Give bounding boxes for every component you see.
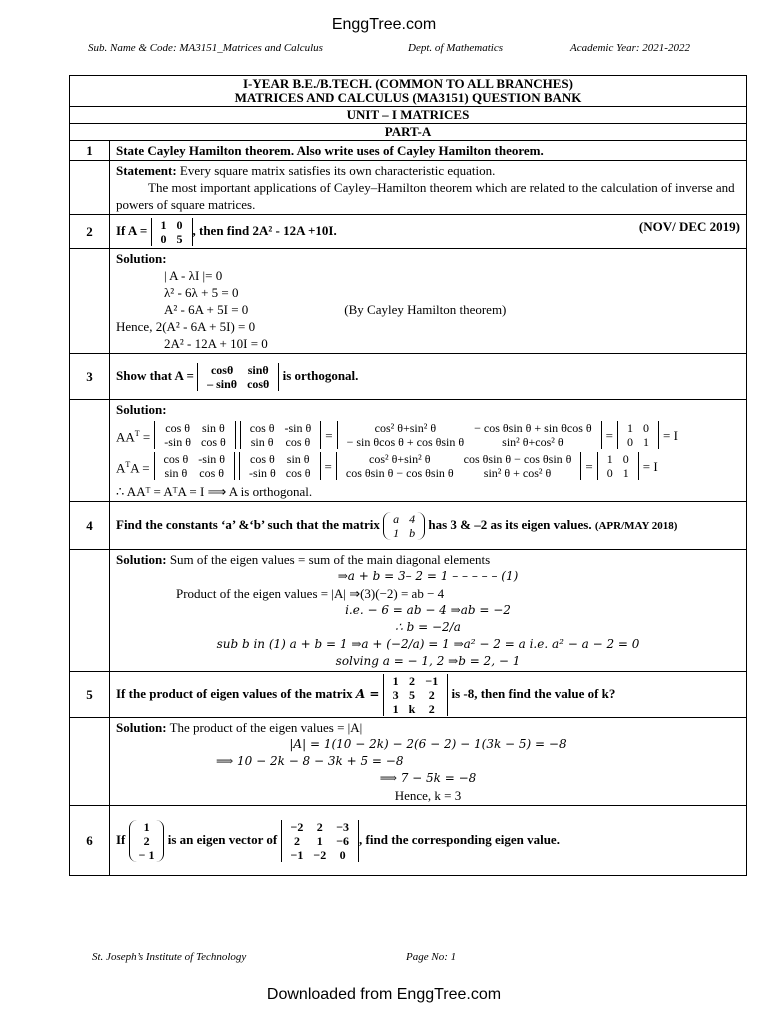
q4-sol-text: Sum of the eigen values = sum of the main diagonal elements: [166, 552, 491, 567]
matrix-cell: 0: [176, 217, 183, 232]
q3-prefix: Show that A =: [116, 367, 194, 383]
q1-question: State Cayley Hamilton theorem. Also write uses of Cayley Hamilton theorem.: [110, 141, 747, 161]
matrix-cell: cos θsin θ − cos θsin θ: [345, 466, 454, 480]
q3-r2-identity: [597, 452, 639, 480]
matrix-grid: [156, 218, 188, 246]
matrix-grid: [244, 452, 316, 480]
q5-sol-text: The product of the eigen values = |A|: [166, 720, 363, 735]
matrix-cell: cos θ: [165, 421, 191, 435]
matrix-cell: 1: [316, 833, 323, 848]
matrix-grid: [245, 421, 317, 449]
matrix-cell: cos θsin θ − cos θsin θ: [463, 452, 572, 466]
matrix-cell: -sin θ: [284, 421, 312, 435]
q2-tag: (NOV/ DEC 2019): [638, 218, 740, 234]
q4-solution-head: [116, 551, 740, 568]
heading-line-1: I-YEAR B.E./B.TECH. (COMMON TO ALL BRANCHES): [243, 76, 573, 91]
q6-mid: is an eigen vector of: [167, 831, 278, 847]
q5-solution-label: Solution:: [116, 720, 167, 735]
q6-matrix: [281, 820, 360, 862]
matrix-cell: 2: [428, 701, 435, 716]
unit-title: UNIT – I MATRICES: [70, 107, 747, 124]
q5-suffix: is -8, then find the value of k?: [451, 685, 616, 701]
download-note: Downloaded from EnggTree.com: [266, 986, 502, 1003]
matrix-cell: 5: [176, 231, 183, 246]
q5-prefix: If the product of eigen values of the matrix: [116, 685, 353, 701]
q3-matrix: [197, 363, 279, 391]
matrix-cell: cos² θ+sin² θ: [374, 421, 437, 435]
q4-number: 4: [70, 502, 110, 550]
matrix-cell: sin θ: [164, 466, 188, 480]
matrix-cell: cos θ: [249, 421, 275, 435]
q2-final: 2A² - 12A + 10I = 0: [164, 336, 268, 351]
matrix-grid: [159, 421, 231, 449]
q1-applications: The most important applications of Cayley–Hamilton theorem which are related to the calculation of inverse and powers of square matrices.: [116, 180, 735, 212]
q3-r1-identity: [617, 421, 659, 449]
q1-statement: Every square matrix satisfies its own characteristic equation.: [176, 163, 496, 178]
matrix-cell: 2: [143, 833, 150, 848]
matrix-cell: − 1: [138, 847, 155, 862]
q4-line-4: ∴ b = −2/a: [395, 620, 461, 634]
q3-r1-matrix-3: [337, 421, 602, 449]
matrix-cell: −6: [336, 833, 350, 848]
matrix-cell: sin θ: [250, 435, 274, 449]
q5-line-3: ⟹ 7 − 5k = −8: [379, 771, 477, 785]
matrix-cell: cos θ: [285, 466, 311, 480]
q5-line-1: |A| = 1(10 − 2k) − 2(6 − 2) − 1(3k − 5) = −8: [289, 737, 567, 751]
q3-r2-eq-i: = I: [642, 458, 658, 474]
q3-r2-matrix-3: [336, 452, 582, 480]
q4-line-5: sub b in (1) a + b = 1 ⇒a + (−2/a) = 1 ⇒a² − 2 = a i.e. a² − a − 2 = 0: [216, 637, 640, 651]
matrix-cell: 1: [392, 673, 399, 688]
heading-line-2: MATRICES AND CALCULUS (MA3151) QUESTION BANK: [234, 90, 582, 105]
matrix-cell: 0: [339, 847, 346, 862]
q3-r1-lhs-text: $AA^T$ =: [116, 428, 151, 445]
q3-solution: [110, 400, 747, 502]
q2-line-3: A² - 6A + 5I = 0: [164, 302, 249, 317]
q2-line-1: | A - λI |= 0: [164, 268, 223, 283]
matrix-cell: 2: [428, 687, 435, 702]
q2-hence: Hence, 2(A² - 6A + 5I) = 0: [116, 319, 256, 334]
question-bank-table: [69, 75, 747, 876]
matrix-cell: -sin θ: [249, 466, 276, 480]
matrix-grid: [202, 363, 274, 391]
matrix-cell: −2: [313, 847, 327, 862]
matrix-cell: cos θ: [250, 452, 275, 466]
q4-line-1: ⇒a + b = 3– 2 = 1 – – – – – (1): [337, 569, 519, 583]
q3-row-2: $A^TA$ = cos θ -sin θ sin θ cos θ cos θ sin θ -sin θ cos θ = cos² θ+sin² θ cos θsin θ − cos θsin θ cos θsin θ − cos θsin θ sin² θ + cos² θ = 1 0 0 1 = I: [116, 452, 658, 480]
q6-suffix: , find the corresponding eigen value.: [359, 831, 560, 847]
matrix-grid: [622, 421, 654, 449]
matrix-cell: 2: [293, 833, 300, 848]
institute-name: St. Joseph’s Institute of Technology: [92, 951, 247, 963]
q2-solution: [110, 249, 747, 354]
matrix-cell: 1: [627, 421, 634, 435]
q2-matrix: [151, 218, 193, 246]
q1-number: 1: [70, 141, 110, 161]
q5-line-4: Hence, k = 3: [394, 788, 462, 803]
q6-question: [110, 806, 747, 876]
matrix-cell: sin θ: [202, 421, 225, 435]
matrix-cell: 1: [622, 466, 629, 480]
q3-conclusion: ∴ AAᵀ = AᵀA = I ⟹ A is orthogonal.: [116, 484, 313, 499]
matrix-grid: [286, 820, 355, 862]
matrix-grid: [388, 512, 420, 540]
matrix-cell: b: [409, 525, 416, 540]
q4-matrix: [383, 512, 425, 540]
q3-r2-lhs-text: $A^TA$ =: [116, 459, 150, 476]
matrix-cell: 0: [622, 452, 629, 466]
matrix-cell: − sin θcos θ + cos θsin θ: [346, 435, 465, 449]
matrix-cell: 0: [627, 435, 634, 449]
q2-suffix: , then find 2A² - 12A +10I.: [192, 222, 337, 238]
department: Dept. of Mathematics: [408, 42, 504, 54]
q3-r1-matrix-2: [240, 421, 322, 449]
matrix-cell: sin θ: [286, 452, 310, 466]
q3-suffix: is orthogonal.: [282, 367, 359, 383]
q4-solution: [110, 550, 747, 672]
q6-prefix: If: [116, 831, 126, 847]
matrix-grid: [602, 452, 634, 480]
q4-solution-label: Solution:: [116, 552, 167, 567]
matrix-cell: −1: [290, 847, 304, 862]
subject-code: Sub. Name & Code: MA3151_Matrices and Calculus: [88, 42, 323, 54]
q3-r2-matrix-2: [239, 452, 321, 480]
q3-number: 3: [70, 354, 110, 400]
matrix-cell: 2: [409, 673, 416, 688]
q5-solution-head: [116, 719, 740, 736]
matrix-cell: cos θ: [201, 435, 226, 449]
matrix-cell: sin² θ + cos² θ: [483, 466, 552, 480]
q2-question: [110, 215, 747, 249]
matrix-cell: 1: [643, 435, 650, 449]
q4-line-2: Product of the eigen values = |A| ⇒(3)(−2) = ab − 4: [176, 586, 445, 601]
matrix-cell: 1: [393, 525, 400, 540]
matrix-grid: [388, 674, 444, 716]
q3-r2-matrix-1: [154, 452, 236, 480]
q5-question: [110, 672, 747, 718]
matrix-cell: 2: [316, 819, 323, 834]
matrix-cell: k: [408, 701, 416, 716]
q5-matrix: [383, 674, 449, 716]
matrix-cell: a: [393, 511, 400, 526]
matrix-grid: [342, 421, 597, 449]
q5-line-2: ⟹ 10 − 2k − 8 − 3k + 5 = −8: [216, 754, 404, 768]
matrix-grid: [134, 820, 160, 862]
matrix-cell: −3: [336, 819, 350, 834]
q2-line-2: λ² - 6λ + 5 = 0: [164, 285, 239, 300]
matrix-cell: cos θ: [199, 466, 225, 480]
q5-var: A =: [355, 686, 380, 701]
matrix-cell: sin² θ+cos² θ: [502, 435, 564, 449]
matrix-cell: cos² θ+sin² θ: [369, 452, 431, 466]
q1-answer: [110, 161, 747, 215]
q4-question: [110, 502, 747, 550]
matrix-cell: 0: [643, 421, 650, 435]
matrix-cell: 4: [409, 511, 416, 526]
academic-year: Academic Year: 2021-2022: [570, 42, 690, 54]
matrix-grid: [159, 452, 231, 480]
q3-question: [110, 354, 747, 400]
table-heading: [70, 76, 747, 107]
q5-solution: [110, 718, 747, 806]
q4-line-6: solving a = − 1, 2 ⇒b = 2, − 1: [335, 654, 521, 668]
matrix-cell: -sin θ: [164, 435, 192, 449]
matrix-cell: 1: [143, 819, 150, 834]
matrix-cell: 1: [392, 701, 399, 716]
q3-r1-matrix-1: [154, 421, 236, 449]
matrix-cell: −1: [425, 673, 439, 688]
q4-tag: (APR/MAY 2018): [594, 519, 678, 532]
matrix-cell: cos θ: [163, 452, 189, 466]
matrix-grid: [341, 452, 577, 480]
matrix-cell: 0: [160, 231, 167, 246]
q2-note: (By Cayley Hamilton theorem): [344, 302, 507, 317]
matrix-cell: cosθ: [210, 362, 234, 377]
q3-solution-label: Solution:: [116, 402, 167, 417]
q3-r1-eq-i: = I: [663, 427, 678, 443]
q2-number: 2: [70, 215, 110, 249]
part-title: PART-A: [70, 124, 747, 141]
q3-row-1: $AA^T$ = cos θ sin θ -sin θ cos θ cos θ -sin θ sin θ cos θ = cos² θ+sin² θ − cos θsin θ + sin θcos θ − sin θcos θ + cos θsin θ sin² θ+cos² θ = 1 0 0 1 = I: [116, 421, 678, 449]
matrix-cell: 0: [606, 466, 613, 480]
q5-number: 5: [70, 672, 110, 718]
page-number: Page No: 1: [406, 951, 457, 963]
matrix-cell: – sinθ: [207, 376, 238, 391]
matrix-cell: sinθ: [247, 362, 269, 377]
matrix-cell: 1: [606, 452, 613, 466]
q2-prefix: If A =: [116, 222, 148, 238]
matrix-cell: − cos θsin θ + sin θcos θ: [474, 421, 592, 435]
matrix-cell: 5: [409, 687, 416, 702]
matrix-cell: -sin θ: [198, 452, 226, 466]
matrix-cell: 1: [160, 217, 167, 232]
q4-line-3: i.e. − 6 = ab − 4 ⇒ab = −2: [345, 603, 511, 617]
matrix-cell: −2: [290, 819, 304, 834]
q2-line-3-row: [116, 301, 740, 318]
q6-vector: [129, 820, 165, 862]
q4-suffix: has 3 & –2 as its eigen values.: [428, 516, 592, 532]
q6-number: 6: [70, 806, 110, 876]
site-title: EnggTree.com: [331, 16, 437, 33]
matrix-cell: cosθ: [247, 376, 270, 391]
matrix-cell: cos θ: [285, 435, 311, 449]
q1-statement-label: Statement:: [116, 163, 177, 178]
matrix-cell: 3: [392, 687, 399, 702]
q2-solution-label: Solution:: [116, 251, 167, 266]
q4-prefix: Find the constants ‘a’ &‘b’ such that the matrix: [116, 516, 380, 532]
